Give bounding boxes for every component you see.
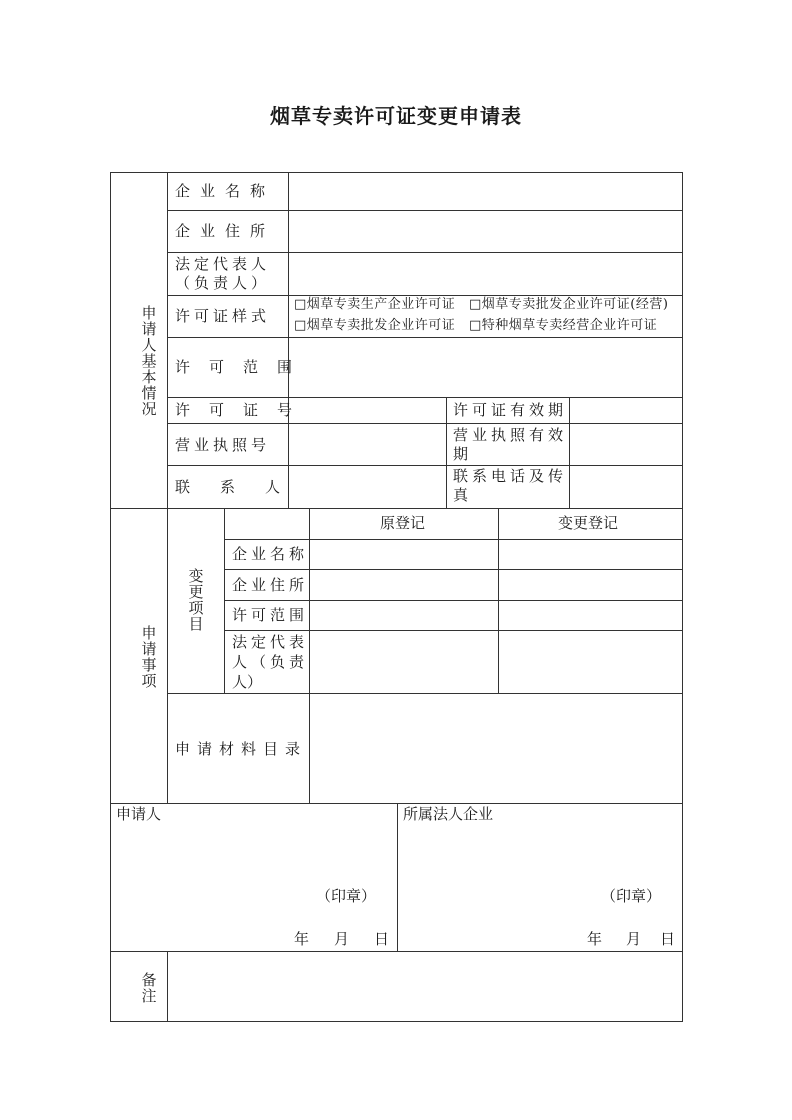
border-bottom xyxy=(110,1021,683,1022)
label-license-scope: 许可范围 xyxy=(175,358,312,376)
label-change-items: 变更项目 xyxy=(188,567,204,633)
input-company-address[interactable] xyxy=(289,211,682,252)
input-changed-license-scope[interactable] xyxy=(499,601,682,630)
column-header-changed: 变更登记 xyxy=(558,514,619,532)
applicant-month: 月 xyxy=(334,930,350,948)
label-legal-rep: 法定代表人 xyxy=(175,255,271,273)
label-change-company-address: 企业住所 xyxy=(232,576,309,594)
label-business-license-no: 营业执照号 xyxy=(175,436,271,454)
label-change-license-scope: 许可范围 xyxy=(232,606,309,624)
input-original-company-address[interactable] xyxy=(310,570,498,600)
input-license-scope[interactable] xyxy=(289,338,682,397)
checkbox-option-wholesale[interactable]: □烟草专卖批发企业许可证 xyxy=(294,318,456,333)
input-license-no[interactable] xyxy=(289,398,446,423)
parent-company-year: 年 xyxy=(587,930,603,948)
label-company-name: 企业名称 xyxy=(175,182,276,200)
column-header-original: 原登记 xyxy=(380,514,426,532)
label-contact-phone-fax-cont: 真 xyxy=(453,486,469,504)
applicant-seal: （印章） xyxy=(316,887,377,905)
divider xyxy=(167,172,168,803)
label-change-company-name: 企业名称 xyxy=(232,545,309,563)
input-license-validity[interactable] xyxy=(570,398,682,423)
parent-company-day: 日 xyxy=(660,930,676,948)
divider xyxy=(446,397,447,508)
input-contact-person[interactable] xyxy=(289,466,446,508)
checkbox-option-production[interactable]: □烟草专卖生产企业许可证 xyxy=(294,297,456,312)
label-license-type: 许可证样式 xyxy=(175,307,271,325)
label-materials: 申请材料目录 xyxy=(175,740,308,758)
input-original-company-name[interactable] xyxy=(310,540,498,569)
applicant-day: 日 xyxy=(374,930,390,948)
section-label-applicant: 申请人基本情况 xyxy=(141,304,157,418)
label-parent-company: 所属法人企业 xyxy=(403,805,494,823)
label-license-validity: 许可证有效期 xyxy=(453,401,568,419)
input-remarks[interactable] xyxy=(168,952,682,1021)
input-original-legal-rep[interactable] xyxy=(310,631,498,693)
applicant-signature-area[interactable] xyxy=(111,804,397,951)
divider xyxy=(110,508,683,509)
label-legal-rep-sub: （负责人） xyxy=(175,274,271,292)
label-business-license-validity-cont: 期 xyxy=(453,445,469,463)
parent-company-seal: （印章） xyxy=(601,887,662,905)
input-original-license-scope[interactable] xyxy=(310,601,498,630)
input-changed-company-address[interactable] xyxy=(499,570,682,600)
label-change-legal-rep-cont: 人（负责 xyxy=(232,653,309,671)
input-materials[interactable] xyxy=(310,694,682,803)
input-legal-rep[interactable] xyxy=(289,253,682,295)
input-changed-company-name[interactable] xyxy=(499,540,682,569)
label-applicant: 申请人 xyxy=(116,805,162,823)
page-title: 烟草专卖许可证变更申请表 xyxy=(270,104,522,128)
label-remarks: 备注 xyxy=(141,971,157,1005)
label-business-license-validity: 营业执照有效 xyxy=(453,426,568,444)
label-license-no: 许可证号 xyxy=(175,401,312,419)
label-contact-phone-fax: 联系电话及传 xyxy=(453,467,568,485)
label-change-legal-rep-end: 人） xyxy=(232,673,263,691)
input-changed-legal-rep[interactable] xyxy=(499,631,682,693)
input-contact-phone-fax[interactable] xyxy=(570,466,682,508)
input-business-license-validity[interactable] xyxy=(570,424,682,465)
border-right xyxy=(682,172,683,1022)
label-change-legal-rep: 法定代表 xyxy=(232,633,309,651)
parent-company-month: 月 xyxy=(626,930,642,948)
applicant-year: 年 xyxy=(294,930,310,948)
section-label-application: 申请事项 xyxy=(141,624,157,690)
label-company-address: 企业住所 xyxy=(175,222,276,240)
input-business-license-no[interactable] xyxy=(289,424,446,465)
input-company-name[interactable] xyxy=(289,173,682,210)
checkbox-option-special[interactable]: □特种烟草专卖经营企业许可证 xyxy=(469,318,658,333)
label-contact-person: 联系人 xyxy=(175,478,311,496)
checkbox-option-wholesale-operation[interactable]: □烟草专卖批发企业许可证(经营) xyxy=(469,297,669,312)
